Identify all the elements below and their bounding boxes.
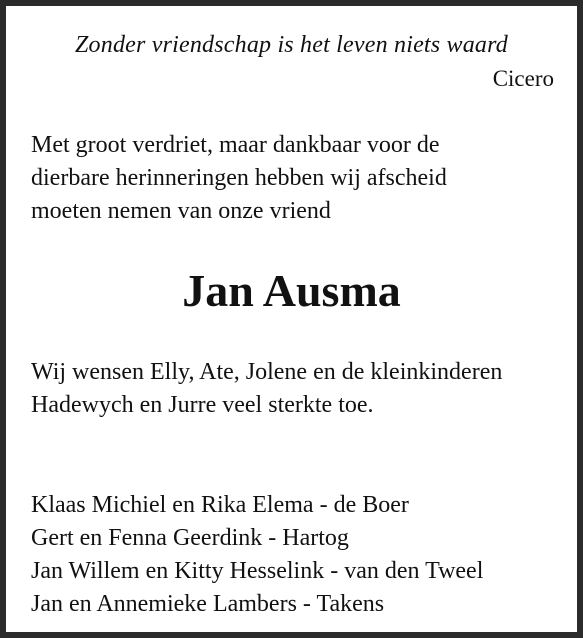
signer-line: Jan Willem en Kitty Hesselink - van den Tweel — [31, 558, 484, 584]
wish-line: Wij wensen Elly, Ate, Jolene en de kleinkinderen — [31, 359, 503, 385]
wish-paragraph — [31, 356, 571, 422]
intro-line: Met groot verdriet, maar dankbaar voor de — [31, 132, 440, 158]
signer-line: Klaas Michiel en Rika Elema - de Boer — [31, 492, 409, 518]
deceased-name: Jan Ausma — [182, 265, 401, 316]
signer-line: Jan en Annemieke Lambers - Takens — [31, 591, 385, 617]
signers-list — [31, 489, 576, 621]
intro-line: dierbare herinneringen hebben wij afscheid — [31, 165, 447, 191]
intro-paragraph — [31, 129, 571, 228]
wish-line: Hadewych en Jurre veel sterkte toe. — [31, 392, 374, 418]
quote-author: Cicero — [492, 66, 554, 91]
intro-line: moeten nemen van onze vriend — [31, 198, 331, 224]
signer-line: Gert en Fenna Geerdink - Hartog — [31, 525, 349, 551]
quote-text: Zonder vriendschap is het leven niets waard — [75, 32, 508, 58]
